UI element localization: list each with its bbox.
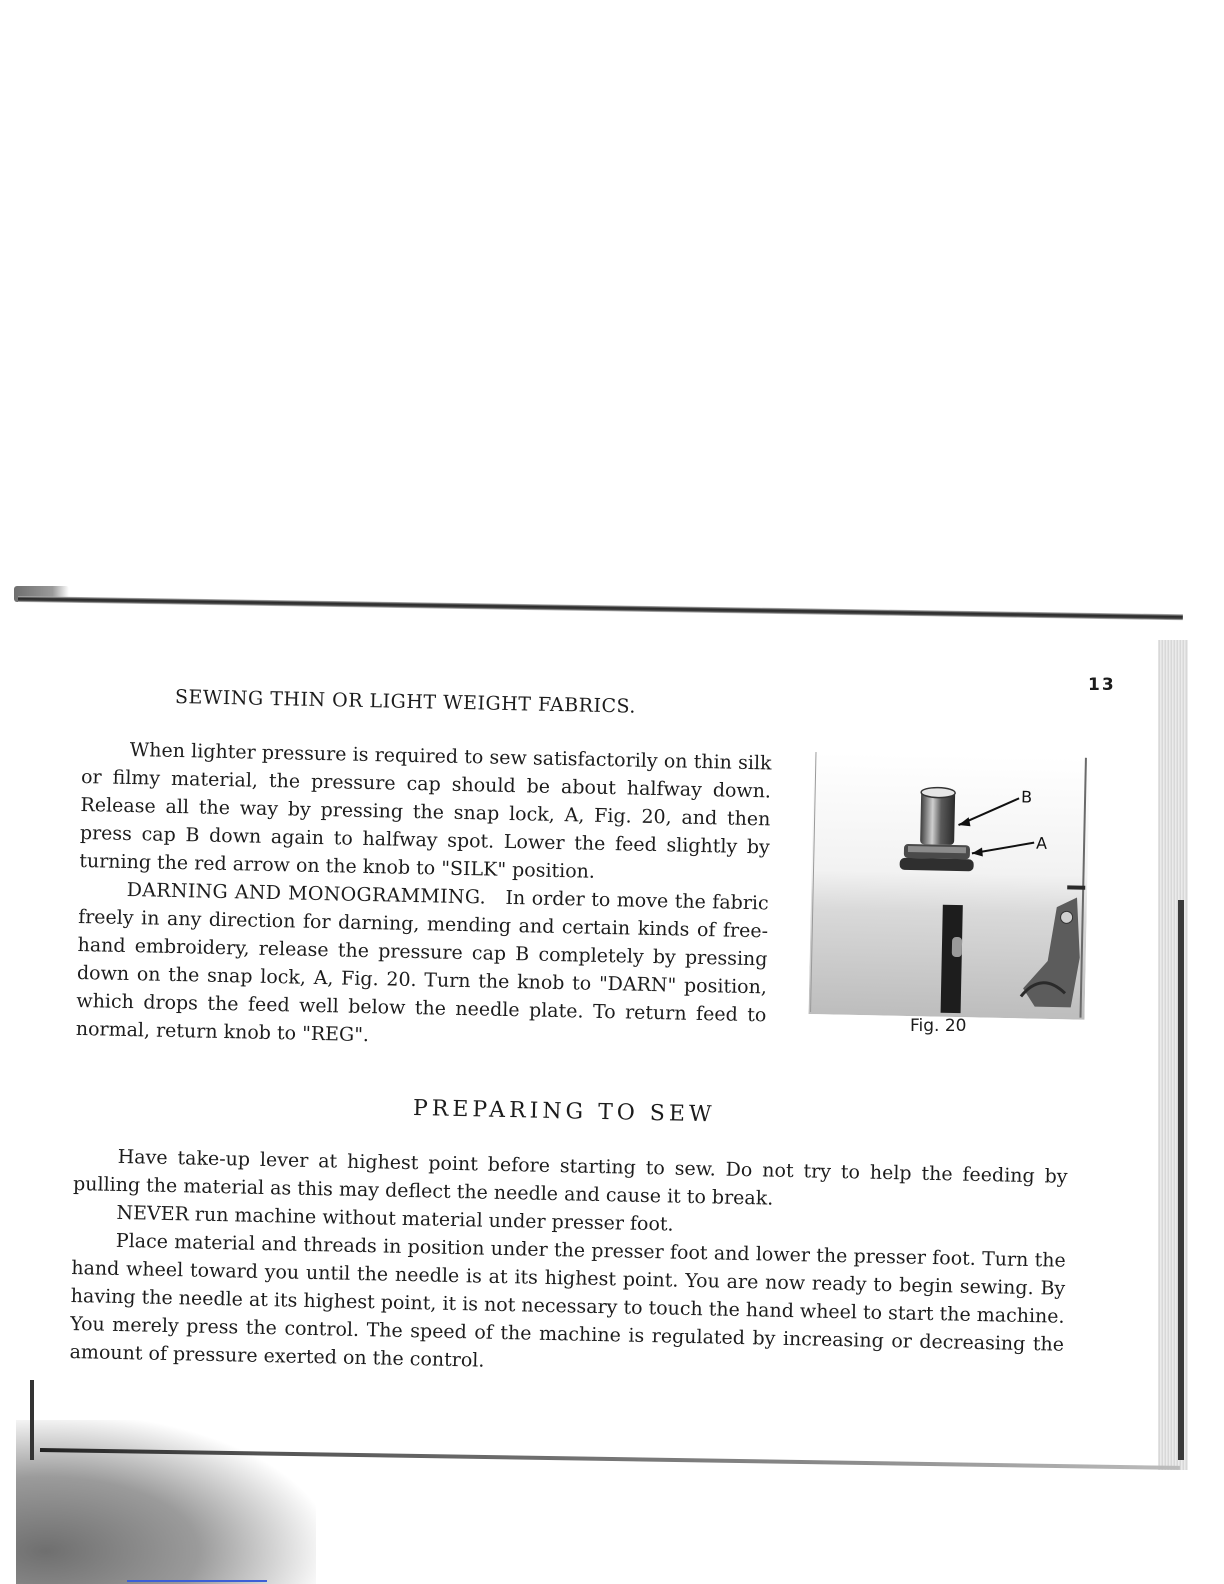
figure-20-photo bbox=[809, 752, 1090, 1020]
darning-heading: DARNING AND MONOGRAMMING. bbox=[126, 878, 487, 909]
preparing-paragraph-2: NEVER run machine without material under presser foot. bbox=[116, 1201, 674, 1236]
scan-artifact-line bbox=[127, 1580, 267, 1582]
darning-paragraph bbox=[76, 875, 769, 1057]
pressure-cap-b bbox=[920, 790, 955, 845]
page-number: 13 bbox=[1088, 675, 1116, 695]
preparing-paragraph-3: Place material and threads in position under the presser foot and lower the presser foot. Turn the hand wheel toward you until the needle is at its highest point. You are now ready to begin sewing. By having the needle at its highest point, it is not necessary to touch the hand wheel to start the machine. You merely press the control. The speed of the machine is regulated by increasing or decreasing the amount of pressure exerted on the control. bbox=[69, 1229, 1066, 1372]
section-heading-preparing: PREPARING TO SEW bbox=[412, 1096, 716, 1128]
booklet-spine-edge bbox=[1178, 900, 1184, 1460]
preparing-paragraph-1: Have take-up lever at highest point before starting to sew. Do not try to help the feeding by pulling the material as this may deflect the needle and cause it to break. bbox=[72, 1145, 1068, 1210]
thin-fabrics-paragraph: When lighter pressure is required to sew satisfactorily on thin silk or filmy material, the pressure cap should be about halfway down. Release all the way by pressing the snap lock, A, Fig. 20, and then press cap B down again to halfway spot. Lower the feed slightly by turning the red arrow on the knob to "SILK" position. bbox=[79, 739, 772, 883]
presser-bar bbox=[941, 905, 963, 1013]
page-top-rule bbox=[18, 596, 1183, 620]
preparing-text bbox=[69, 1142, 1067, 1387]
page-left-edge bbox=[30, 1380, 34, 1460]
page-bottom-shadow bbox=[16, 1420, 316, 1584]
section-heading-thin-fabrics: SEWING THIN OR LIGHT WEIGHT FABRICS. bbox=[174, 686, 637, 718]
figure-caption: Fig. 20 bbox=[910, 1016, 967, 1036]
figure-label-a: A bbox=[1035, 833, 1048, 853]
figure-label-b: B bbox=[1020, 787, 1033, 807]
darning-text: In order to move the fabric freely in any direction for darning, mending and certain kinds of free-hand embroidery, release the pressure cap B completely by pressing down on the snap lock, A, Fig. 20. Turn the knob to "DARN" position, which drops the feed well below the needle plate. To return feed to normal, return knob to "REG". bbox=[75, 886, 769, 1047]
thin-fabrics-text bbox=[76, 735, 772, 1057]
